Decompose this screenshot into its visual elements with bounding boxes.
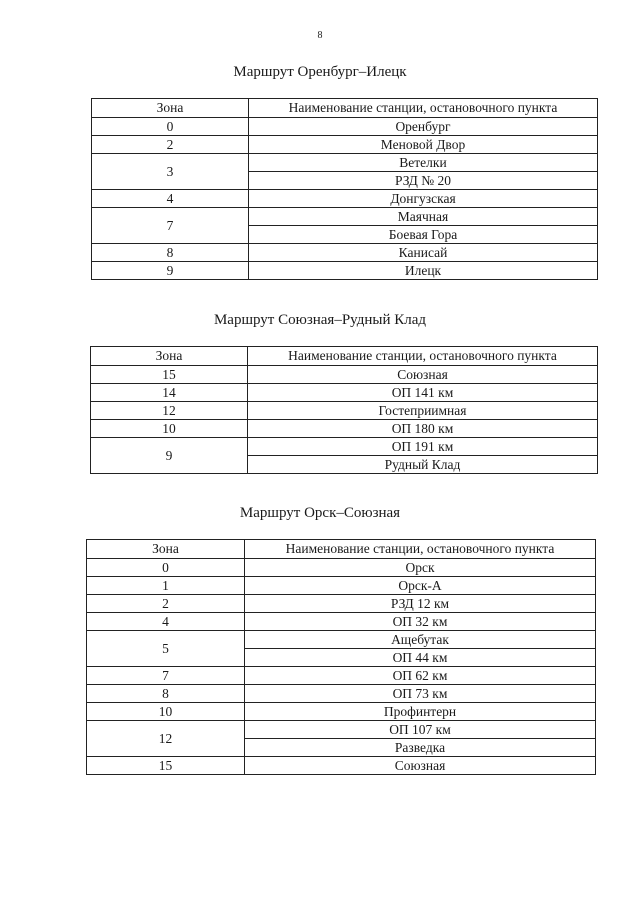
- zone-column-header: Зона: [92, 99, 249, 118]
- zone-cell: 7: [92, 208, 249, 244]
- station-cell: ОП 180 км: [248, 420, 598, 438]
- table-row: [92, 118, 598, 136]
- zone-cell: 5: [87, 631, 245, 667]
- station-cell: Илецк: [249, 262, 598, 280]
- zone-column-header: Зона: [91, 347, 248, 366]
- station-cell: Рудный Клад: [248, 456, 598, 474]
- station-cell: ОП 73 км: [245, 685, 596, 703]
- table-row: [91, 366, 598, 384]
- station-cell: Меновой Двор: [249, 136, 598, 154]
- station-cell: Орск: [245, 559, 596, 577]
- table-row: [92, 190, 598, 208]
- station-cell: Донгузская: [249, 190, 598, 208]
- zone-cell: 7: [87, 667, 245, 685]
- route-section-orsk-soyuznaya: [0, 505, 640, 773]
- table-row: [87, 685, 596, 703]
- table-row: [92, 208, 598, 226]
- zone-cell: 15: [91, 366, 248, 384]
- table-row: [91, 402, 598, 420]
- table-row: [92, 136, 598, 154]
- station-cell: ОП 191 км: [248, 438, 598, 456]
- station-cell: Гостеприимная: [248, 402, 598, 420]
- station-column-header: Наименование станции, остановочного пункта: [249, 99, 598, 118]
- station-cell: ОП 32 км: [245, 613, 596, 631]
- station-cell: Ветелки: [249, 154, 598, 172]
- table-header-row: [92, 99, 598, 118]
- zone-column-header: Зона: [87, 540, 245, 559]
- station-cell: Союзная: [248, 366, 598, 384]
- route-title: Маршрут Оренбург–Илецк: [233, 64, 407, 80]
- zone-cell: 4: [92, 190, 249, 208]
- zone-cell: 14: [91, 384, 248, 402]
- route-title: Маршрут Орск–Союзная: [239, 505, 401, 521]
- zone-cell: 4: [87, 613, 245, 631]
- station-cell: Ащебутак: [245, 631, 596, 649]
- station-column-header: Наименование станции, остановочного пункта: [245, 540, 596, 559]
- page-number: 8: [317, 30, 323, 41]
- station-cell: Профинтерн: [245, 703, 596, 721]
- station-cell: Разведка: [245, 739, 596, 757]
- zone-cell: 12: [87, 721, 245, 757]
- zone-cell: 1: [87, 577, 245, 595]
- station-cell: ОП 107 км: [245, 721, 596, 739]
- zone-cell: 8: [87, 685, 245, 703]
- station-cell: ОП 44 км: [245, 649, 596, 667]
- table-header-row: [87, 540, 596, 559]
- station-cell: Боевая Гора: [249, 226, 598, 244]
- zone-cell: 9: [92, 262, 249, 280]
- zone-cell: 0: [87, 559, 245, 577]
- zone-cell: 2: [87, 595, 245, 613]
- station-cell: РЗД № 20: [249, 172, 598, 190]
- station-cell: Оренбург: [249, 118, 598, 136]
- table-row: [87, 667, 596, 685]
- table-row: [87, 721, 596, 739]
- zone-cell: 2: [92, 136, 249, 154]
- table-row: [91, 384, 598, 402]
- zone-cell: 15: [87, 757, 245, 775]
- table-row: [92, 244, 598, 262]
- zone-cell: 8: [92, 244, 249, 262]
- table-row: [92, 262, 598, 280]
- table-row: [87, 595, 596, 613]
- table-row: [87, 703, 596, 721]
- table-row: [91, 438, 598, 456]
- table-row: [87, 631, 596, 649]
- zone-table: [91, 98, 598, 280]
- station-cell: Маячная: [249, 208, 598, 226]
- route-title: Маршрут Союзная–Рудный Клад: [213, 312, 427, 328]
- station-cell: ОП 62 км: [245, 667, 596, 685]
- zone-cell: 10: [87, 703, 245, 721]
- station-cell: ОП 141 км: [248, 384, 598, 402]
- table-row: [87, 757, 596, 775]
- station-column-header: Наименование станции, остановочного пункта: [248, 347, 598, 366]
- zone-cell: 9: [91, 438, 248, 474]
- table-row: [91, 420, 598, 438]
- zone-table: [86, 539, 596, 775]
- route-section-orenburg-iletsk: [0, 64, 640, 278]
- zone-cell: 0: [92, 118, 249, 136]
- station-cell: Канисай: [249, 244, 598, 262]
- table-row: [87, 577, 596, 595]
- station-cell: Орск-А: [245, 577, 596, 595]
- zone-cell: 3: [92, 154, 249, 190]
- station-cell: РЗД 12 км: [245, 595, 596, 613]
- zone-cell: 12: [91, 402, 248, 420]
- table-header-row: [91, 347, 598, 366]
- table-row: [92, 154, 598, 172]
- route-section-soyuznaya-rudny-klad: [0, 312, 640, 472]
- table-row: [87, 559, 596, 577]
- zone-table: [90, 346, 598, 474]
- zone-cell: 10: [91, 420, 248, 438]
- station-cell: Союзная: [245, 757, 596, 775]
- table-row: [87, 613, 596, 631]
